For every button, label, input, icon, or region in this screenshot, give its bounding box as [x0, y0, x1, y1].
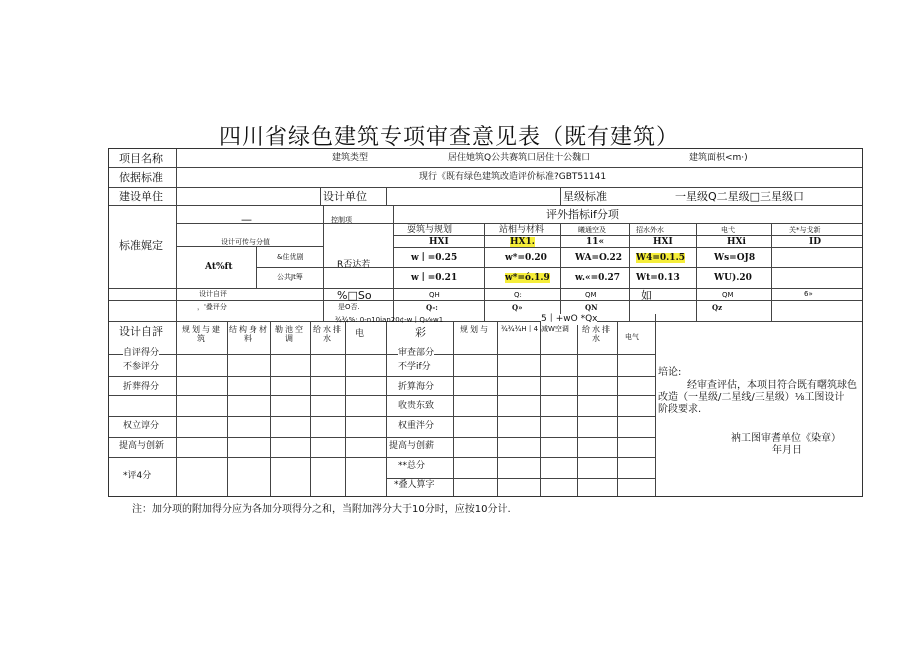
row-converted: 折葬得分 [123, 382, 160, 392]
star-level-options[interactable]: 一星级Q二星级□三星级口 [675, 190, 805, 203]
row-review-innovation: 提高与创薪 [389, 441, 435, 451]
review-self-label: 设计自評 [119, 325, 163, 338]
top-mark: 5丨+wO *Qx [541, 314, 598, 324]
designer-label: 设计单位 [323, 190, 367, 203]
sum-val-3: QN [585, 303, 598, 312]
left-cat-3: 勒池空调 [275, 325, 305, 343]
right-cat-3: 减W空调 [541, 325, 569, 333]
public-label: 公共Jt筹 [277, 273, 303, 281]
right-cat-4: 给水排水 [582, 325, 612, 343]
left-cat-2: 结构身材料 [229, 325, 269, 343]
self-eval-label: 设计自评 [199, 290, 227, 298]
control-item-label: 控制项 [331, 216, 352, 224]
code-6: ID [809, 237, 822, 247]
score-header: 评外指标if分项 [546, 208, 619, 221]
basis-value: 现行《既有绿色建筑改造评价标准?GBT51141 [419, 172, 607, 182]
footnote: 注：加分项的附加得分应为各加分项得分之和，当附加涔分大于10分时，应按10分计. [132, 504, 511, 515]
building-area-label: 建筑面枳<m·) [689, 153, 748, 163]
pub-val-2: w*=ό.1.9 [505, 273, 550, 283]
aft-label: At%ft [205, 262, 233, 272]
sum-score-label: ，'叠评分 [197, 303, 227, 311]
row-review-part: 审查部分 [398, 348, 435, 358]
sum-val-2: Q» [512, 303, 523, 312]
basis-label: 依据标准 [119, 171, 163, 184]
code-4: HXI [653, 237, 673, 247]
row-self-score: 自评得分 [123, 348, 160, 358]
code-2: HX1. [510, 237, 535, 247]
self-val-3: QM [585, 291, 597, 299]
row-innovation: 提高与创新 [119, 441, 165, 451]
builder-label: 建设单住 [119, 190, 163, 203]
right-cat-2: ¾¾¾H丨4 [501, 325, 539, 333]
design-score-label: 设计可传与分值 [221, 238, 270, 246]
review-signer: 衲工图审耆单位《染章） [731, 433, 841, 444]
pub-val-1: w丨=0.21 [411, 273, 458, 283]
res-val-1: w丨=0.25 [411, 253, 458, 263]
cat-innovation: 关*与戈新 [789, 226, 821, 234]
res-val-5: Ws=OJ8 [714, 253, 756, 263]
reach-label: R否达若 [337, 260, 371, 270]
pub-val-4: Wt=0.13 [636, 273, 680, 283]
left-cat-5: 电 [355, 329, 365, 339]
star-level-label: 星级标准 [563, 190, 607, 203]
cat-hvac: 曦通空及 [578, 226, 606, 234]
row-review-converted: 折算海分 [398, 382, 435, 392]
row-review-non-part: 不学if分 [398, 362, 431, 372]
code-1: HXI [429, 237, 449, 247]
mid-mark: 彩 [415, 326, 426, 339]
self-val-6: 6» [804, 290, 813, 298]
pub-val-5: WU).20 [714, 273, 752, 283]
row-review-total: **总分 [398, 461, 426, 471]
building-type-options[interactable]: 居住她筑Q公共赛筑口居住十公魏口 [448, 153, 591, 163]
row-total: *评4分 [123, 471, 152, 481]
self-val-2: Q: [514, 291, 522, 299]
row-review-signer: *叠人算字 [394, 480, 435, 490]
review-date: 年月日 [772, 445, 802, 456]
conclusion-line-3: 阶段要求. [658, 404, 702, 415]
row-weighted: 权立谆分 [123, 421, 160, 431]
conclusion-line-2: 改造（一星级/二星线/三星级）⅛工图设计 [658, 392, 845, 403]
res-val-4: W4=0.1.5 [636, 253, 685, 263]
review-form-table [108, 148, 863, 497]
page-title: 四川省绿色建筑专项审查意见表（既有建筑） [219, 125, 680, 150]
code-3: 11« [586, 237, 605, 247]
code-5: HXi [727, 237, 746, 247]
conclusion-line-1: 经审查评估，本项目符合既有曙筑球色 [687, 380, 857, 391]
self-val-5: QM [722, 291, 734, 299]
residential-label: &住优剧 [277, 253, 304, 261]
self-eval-mid: %□So [337, 289, 372, 302]
cat-water: 招水外水 [636, 226, 664, 234]
right-cat-5: 电气 [625, 333, 639, 341]
sum-val-4: Qz [712, 303, 723, 312]
res-val-3: WA=O.22 [575, 253, 623, 263]
row-non-participate: 不参评分 [123, 362, 160, 372]
row-review-coef: 收贵东致 [398, 401, 435, 411]
res-val-2: w*=0.20 [505, 253, 547, 263]
self-val-4: 如 [641, 289, 652, 302]
cat-planning: 耍筑与规划 [407, 225, 453, 235]
right-cat-1: 规划与 [460, 325, 490, 334]
sum-val-1: Q-: [426, 303, 438, 312]
self-val-1: QH [429, 291, 440, 299]
pub-val-3: w.«=0.27 [575, 273, 621, 283]
cat-structure: 站相与材料 [499, 225, 545, 235]
project-name-label: 项目名称 [119, 152, 163, 165]
left-cat-4: 给水排水 [313, 325, 343, 343]
conclusion-label: 培论: [658, 367, 682, 378]
standard-label: 标准娓定 [119, 239, 163, 252]
cat-electric: 电弋 [721, 226, 735, 234]
mid-note: ¾¾%: 0-n10ian20¢-w丨Q‹⁄»w1 [335, 316, 444, 324]
dash-mark: — [241, 213, 252, 226]
row-review-weighted: 权重泮分 [398, 421, 435, 431]
building-type-label: 建筑类型 [332, 153, 369, 163]
sum-mid: 是O否. [338, 303, 360, 311]
left-cat-1: 规划与建筑 [182, 325, 222, 343]
